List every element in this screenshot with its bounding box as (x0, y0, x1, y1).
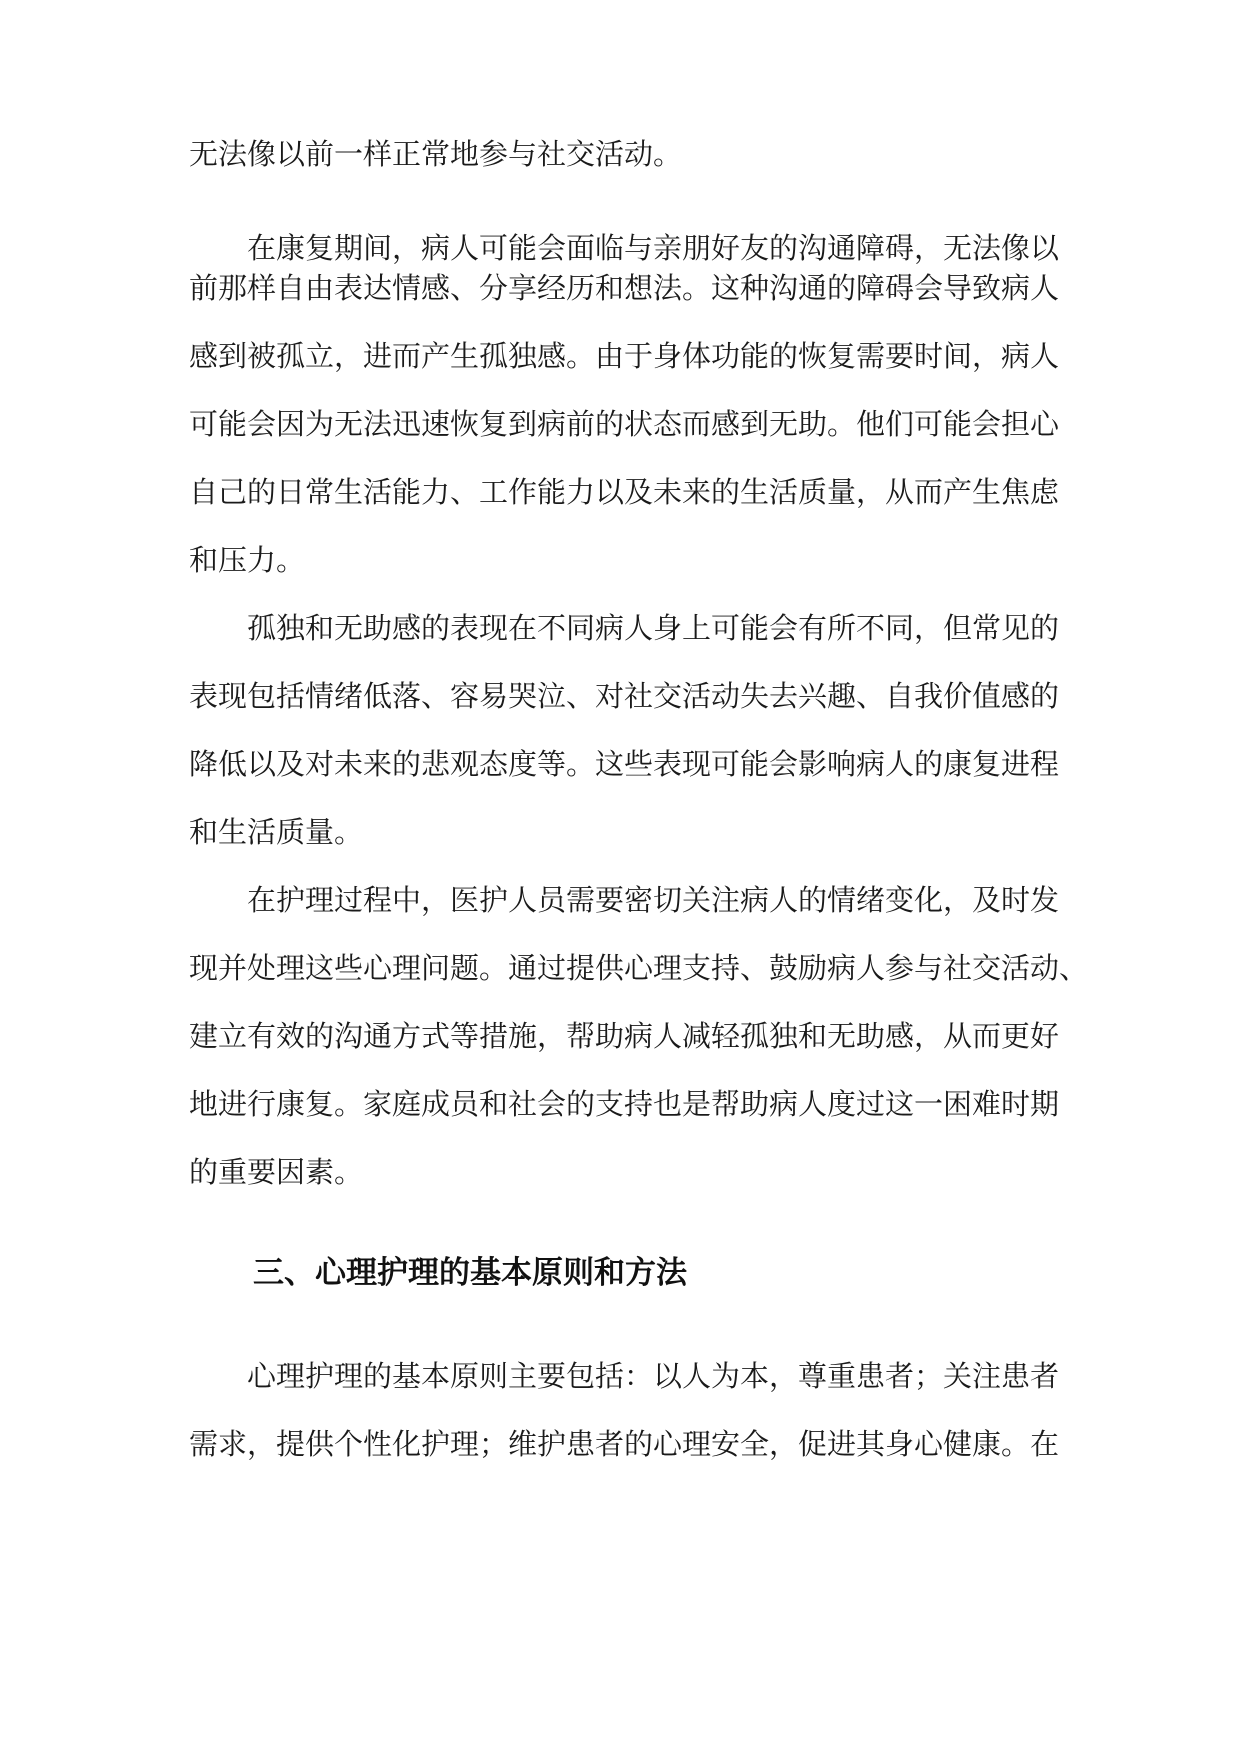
paragraph-line: 感到被孤立，进而产生孤独感。由于身体功能的恢复需要时间，病人 (189, 339, 1060, 373)
paragraph-line: 降低以及对未来的悲观态度等。这些表现可能会影响病人的康复进程 (189, 747, 1060, 781)
paragraph-line: 在康复期间，病人可能会面临与亲朋好友的沟通障碍，无法像以 (247, 231, 1060, 265)
section-heading: 三、心理护理的基本原则和方法 (253, 1255, 687, 1291)
paragraph-line: 表现包括情绪低落、容易哭泣、对社交活动失去兴趣、自我价值感的 (189, 679, 1060, 713)
paragraph-line: 前那样自由表达情感、分享经历和想法。这种沟通的障碍会导致病人 (189, 271, 1060, 305)
paragraph-line: 在护理过程中，医护人员需要密切关注病人的情绪变化，及时发 (247, 883, 1060, 917)
paragraph-line: 地进行康复。家庭成员和社会的支持也是帮助病人度过这一困难时期 (189, 1087, 1060, 1121)
paragraph-line: 可能会因为无法迅速恢复到病前的状态而感到无助。他们可能会担心 (189, 407, 1060, 441)
paragraph-line: 和生活质量。 (189, 815, 364, 849)
paragraph-line: 自己的日常生活能力、工作能力以及未来的生活质量，从而产生焦虑 (189, 475, 1060, 509)
paragraph-line: 孤独和无助感的表现在不同病人身上可能会有所不同，但常见的 (247, 611, 1060, 645)
paragraph-line: 的重要因素。 (189, 1155, 364, 1189)
paragraph-line: 心理护理的基本原则主要包括：以人为本，尊重患者；关注患者 (247, 1359, 1060, 1393)
paragraph-line: 现并处理这些心理问题。通过提供心理支持、鼓励病人参与社交活动、 (189, 951, 1089, 985)
paragraph-line: 建立有效的沟通方式等措施，帮助病人减轻孤独和无助感，从而更好 (189, 1019, 1060, 1053)
paragraph-line: 需求，提供个性化护理；维护患者的心理安全，促进其身心健康。在 (189, 1427, 1060, 1461)
paragraph-line: 和压力。 (189, 543, 306, 577)
paragraph-line: 无法像以前一样正常地参与社交活动。 (189, 137, 683, 171)
